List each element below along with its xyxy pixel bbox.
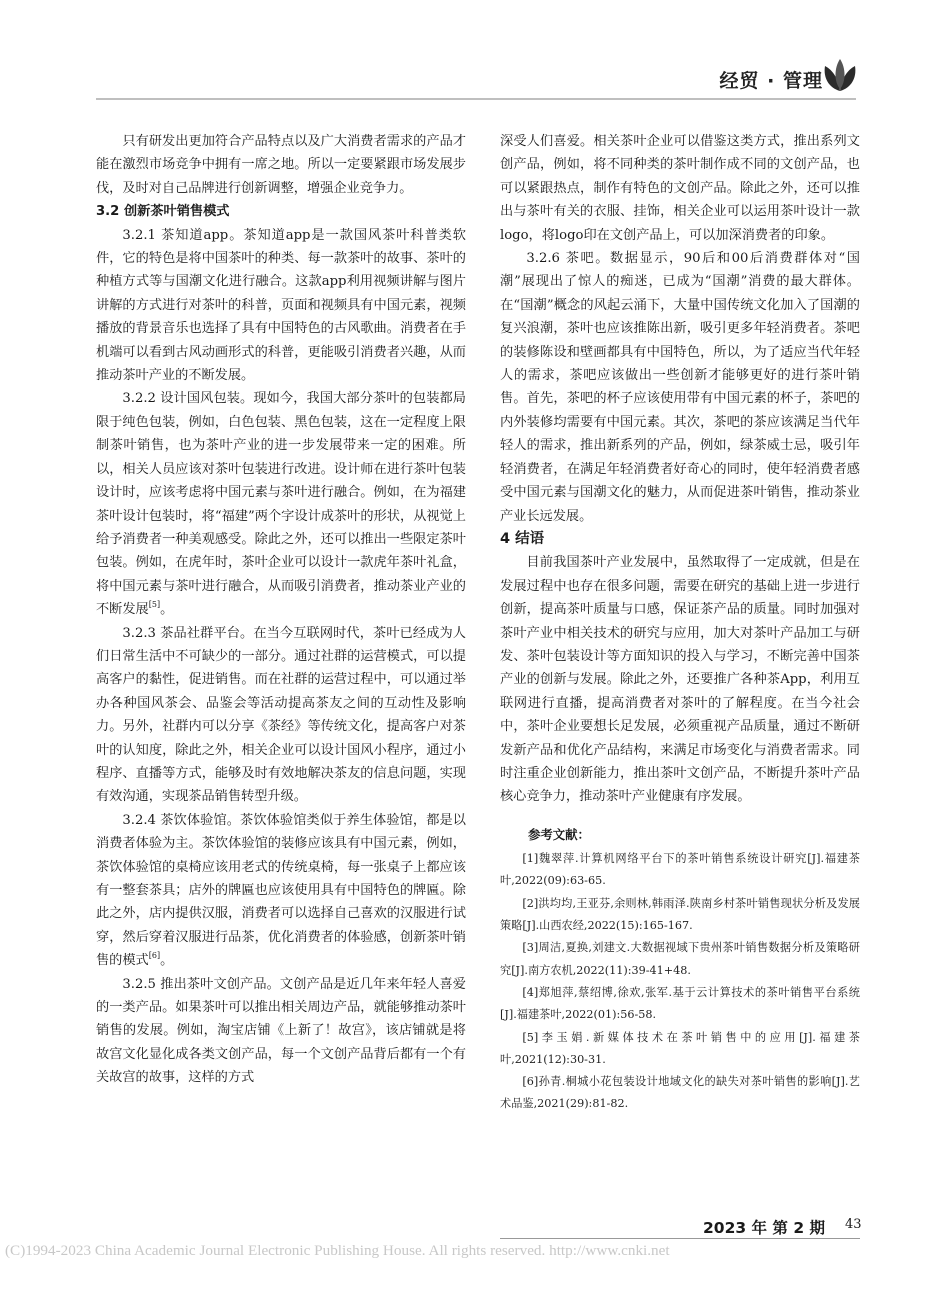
citation-mark: [5] xyxy=(148,600,161,610)
footer-divider xyxy=(500,1238,860,1239)
paragraph-text: 3.2.4 茶饮体验馆。茶饮体验馆类似于养生体验馆，都是以消费者体验为主。茶饮体验馆的装修应该具有中国元素，例如，茶饮体验馆的桌椅应该用老式的传统桌椅，每一张桌子上都应该有一整套茶具；店外的牌匾也应该使用具有中国特色的牌匾。除此之外，店内提供汉服，消费者可以选择自己喜欢的汉服进行试穿，然后穿着汉服进行品茶，优化消费者的体验感，创新茶叶销售的模式 xyxy=(96,812,466,969)
paragraph xyxy=(96,973,466,1090)
paragraph-tail: 。 xyxy=(160,602,174,618)
paragraph xyxy=(96,387,466,621)
copyright-watermark: (C)1994-2023 China Academic Journal Electronic Publishing House. All rights reserved. http://www.cnki.net xyxy=(5,1242,670,1259)
references-section xyxy=(500,823,860,1116)
paragraph-tail: 。 xyxy=(160,953,174,969)
header-divider xyxy=(96,98,856,100)
lotus-leaf-logo-icon xyxy=(821,58,859,92)
reference-item: [2]洪均均,王亚芬,余则林,韩雨泽.陕南乡村茶叶销售现状分析及发展策略[J].山西农经,2022(15):165-167. xyxy=(500,896,860,933)
paragraph-text: 3.2.3 茶品社群平台。在当今互联网时代，茶叶已经成为人们日常生活中不可缺少的一部分。通过社群的运营模式，可以提高客户的黏性，促进销售。而在社群的运营过程中，可以通过举办各种国风茶会、品鉴会等活动提高茶友之间的互动性及影响力。另外，社群内可以分享《茶经》等传统文化，提高客户对茶叶的认知度，除此之外，相关企业可以设计国风小程序，通过小程序、直播等方式，能够及时有效地解决茶友的信息问题，实现有效沟通，实现茶品销售转型升级。 xyxy=(96,625,466,805)
reference-item: [3]周洁,夏换,刘建文.大数据视域下贵州茶叶销售数据分析及策略研究[J].南方农机,2022(11):39-41+48. xyxy=(500,941,860,977)
reference-item: [4]郑旭萍,蔡绍博,徐欢,张军.基于云计算技术的茶叶销售平台系统[J].福建茶叶,2022(01):56-58. xyxy=(500,985,860,1022)
references-title: 参考文献： xyxy=(528,826,590,842)
left-column xyxy=(96,130,466,1090)
paragraph-text: 3.2.1 茶知道app。茶知道app是一款国风茶叶科普类软件，它的特色是将中国茶叶的种类、每一款茶叶的故事、茶叶的种植方式等与国潮文化进行融合。这款app利用视频讲解与图片讲解的方式进行对茶叶的科普，页面和视频具有中国元素，视频播放的背景音乐也选择了具有中国特色的古风歌曲。消费者在手机端可以看到古风动画形式的科普，更能吸引消费者兴趣，从而推动茶叶产业的不断发展。 xyxy=(96,227,466,384)
paragraph xyxy=(500,130,860,247)
issue-label: 2023 年 第 2 期 xyxy=(703,1219,826,1237)
section-title: 经贸 · 管理 xyxy=(719,70,823,92)
citation-mark: [6] xyxy=(148,951,161,961)
paragraph-text: 3.2.5 推出茶叶文创产品。文创产品是近几年来年轻人喜爱的一类产品。如果茶叶可以推出相关周边产品，就能够推动茶叶销售的发展。例如，淘宝店铺《上新了！故宫》，该店铺就是将故宫文化显化成各类文创产品，每一个文创产品背后都有一个有关故宫的故事，这样的方式 xyxy=(96,976,466,1086)
paragraph xyxy=(96,809,466,973)
paragraph-text: 只有研发出更加符合产品特点以及广大消费者需求的产品才能在激烈市场竞争中拥有一席之地。所以一定要紧跟市场发展步伐，及时对自己品牌进行创新调整，增强企业竞争力。 xyxy=(96,134,466,196)
paragraph-text: 目前我国茶叶产业发展中，虽然取得了一定成就，但是在发展过程中也存在很多问题，需要在研究的基础上进一步进行创新，提高茶叶质量与口感，保证茶产品的质量。同时加强对茶叶产业中相关技术的研究与应用，加大对茶叶产品加工与研发、茶叶包装设计等方面知识的投入与学习，不断完善中国茶产业的创新与发展。除此之外，还要推广各种茶App，利用互联网进行直播，提高消费者对茶叶的了解程度。在当今社会中，茶叶企业要想长足发展，必须重视产品质量，通过不断研发新产品和优化产品结构，来满足市场变化与消费者需求。同时注重企业创新能力，推出茶叶文创产品，不断提升茶叶产品核心竞争力，推动茶叶产业健康有序发展。 xyxy=(500,555,860,805)
paragraph xyxy=(96,224,466,388)
paragraph-text: 深受人们喜爱。相关茶叶企业可以借鉴这类方式，推出系列文创产品，例如，将不同种类的茶叶制作成不同的文创产品，也可以紧跟热点，制作有特色的文创产品。除此之外，还可以推出与茶叶有关的衣服、挂饰，相关企业可以运用茶叶设计一款logo，将logo印在文创产品上，可以加深消费者的印象。 xyxy=(500,134,860,243)
page-number: 43 xyxy=(845,1217,862,1232)
section-heading: 3.2 创新茶叶销售模式 xyxy=(96,204,230,220)
paragraph-text: 3.2.2 设计国风包装。现如今，我国大部分茶叶的包装都局限于纯色包装，例如，白色包装、黑色包装，这在一定程度上限制茶叶销售，也为茶叶产业的进一步发展带来一定的困难。所以，相关人员应该对茶叶包装进行改进。设计师在进行茶叶包装设计时，应该考虑将中国元素与茶叶进行融合。例如，在为福建茶叶设计包装时，将“福建”两个字设计成茶叶的形状，从视觉上给予消费者一种美观感受。除此之外，还可以推出一些限定茶叶包装。例如，在虎年时，茶叶企业可以设计一款虎年茶叶礼盒，将中国元素与茶叶进行融合，从而吸引消费者，推动茶业产业的不断发展 xyxy=(96,391,466,618)
paragraph xyxy=(96,622,466,809)
section-heading: 4 结语 xyxy=(500,530,545,547)
reference-item: [5]李玉娟.新媒体技术在茶叶销售中的应用[J].福建茶叶,2021(12):30-31. xyxy=(500,1030,860,1066)
reference-item: [1]魏翠萍.计算机网络平台下的茶叶销售系统设计研究[J].福建茶叶,2022(09):63-65. xyxy=(500,852,860,888)
paragraph xyxy=(500,247,860,528)
paragraph xyxy=(96,130,466,200)
right-column xyxy=(500,130,860,1116)
reference-item: [6]孙青.桐城小花包装设计地域文化的缺失对茶叶销售的影响[J].艺术品鉴,2021(29):81-82. xyxy=(500,1075,860,1111)
paragraph xyxy=(500,551,860,808)
paragraph-text: 3.2.6 茶吧。数据显示，90后和00后消费群体对“国潮”展现出了惊人的痴迷，已成为“国潮”消费的最大群体。在“国潮”概念的风起云涌下，大量中国传统文化加入了国潮的复兴浪潮，茶叶也应该推陈出新，吸引更多年轻消费者。茶吧的装修陈设和壁画都具有中国特色，所以，为了适应当代年轻人的需求，茶吧应该做出一些创新才能够更好的进行茶叶销售。首先，茶吧的杯子应该使用带有中国元素的杯子，茶吧的内外装修均需要有中国元素。其次，茶吧的茶应该满足当代年轻人的需求，推出新系列的产品，例如，绿茶威士忌，吸引年轻消费者，在满足年轻消费者好奇心的同时，使年轻消费者感受中国元素与国潮文化的魅力，从而促进茶叶销售，推动茶业产业长远发展。 xyxy=(500,251,860,524)
